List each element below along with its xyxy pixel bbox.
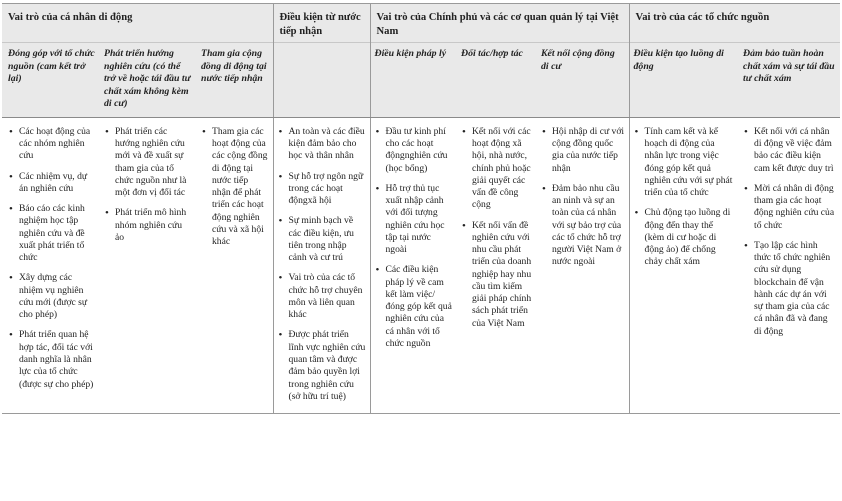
bullet-list	[201, 126, 269, 249]
bullet-item: • Tạo lập các hình thức tổ chức nghiên cứu sử dụng blockchain để vận hành các dự án với sự tham gia của các cá nhân đã và đang di động	[743, 240, 836, 338]
group-header-individual: Vai trò của cá nhân di động	[2, 4, 273, 43]
bullet-list	[104, 126, 193, 244]
group-header-source-org: Vai trò của các tổ chức nguồn	[629, 4, 840, 43]
subheader-cell	[273, 43, 370, 118]
content-cell	[197, 117, 273, 413]
bullet-item: • Phát triển mô hình nhóm nghiên cứu ảo	[104, 207, 193, 244]
policy-table	[2, 3, 840, 414]
subheader-cell: Kết nối cộng đồng di cư	[537, 43, 629, 118]
bullet-item: • Tham gia các hoạt động của các cộng đồng di động tại nước tiếp nhận để phát triển các hoạt động nghiên cứu và xã hội khác	[201, 126, 269, 249]
bullet-item: • Các điều kiện pháp lý về cam kết làm việc/ đóng góp kết quả nghiên cứu của cá nhân với tổ chức nguồn	[375, 264, 454, 350]
bullet-item: • Tính cam kết và kế hoạch di động của nhân lực trong việc đóng góp kết quả nghiên cứu với sự phát triển của tổ chức	[634, 126, 736, 200]
bullet-list	[375, 126, 454, 351]
bullet-list	[541, 126, 625, 269]
bullet-item: • Xây dựng các nhiệm vụ nghiên cứu mới (được sự cho phép)	[8, 272, 96, 321]
bullet-list	[8, 126, 96, 391]
bullet-item: • Hội nhập di cư với cộng đồng quốc gia của nước tiếp nhận	[541, 126, 625, 175]
bullet-item: • Đảm bảo nhu cầu an ninh và sự an toàn của cá nhân với sự bảo trợ của các tổ chức hỗ trợ người Việt Nam ở nước ngoài	[541, 183, 625, 269]
bullet-item: • Báo cáo các kinh nghiệm học tập nghiên cứu và đề xuất phát triển tổ chức	[8, 203, 96, 264]
bullet-item: • Kết nối với cá nhân di động về việc đảm bảo các điều kiện cam kết được duy trì	[743, 126, 836, 175]
group-header-row	[2, 4, 840, 43]
bullet-item: • An toàn và các điều kiện đảm bảo cho học và thân nhân	[278, 126, 366, 163]
bullet-list	[461, 126, 533, 330]
content-cell	[739, 117, 840, 413]
subheader-cell: Tham gia cộng đồng di động tại nước tiếp nhận	[197, 43, 273, 118]
bullet-item: • Đầu tư kinh phí cho các hoạt độngnghiên cứu (học bổng)	[375, 126, 454, 175]
bullet-item: • Vai trò của các tổ chức hỗ trợ chuyên môn và liên quan khác	[278, 272, 366, 321]
sub-header-row	[2, 43, 840, 118]
content-cell	[457, 117, 537, 413]
bullet-item: • Mời cá nhân di động tham gia các hoạt động nghiên cứu của tổ chức	[743, 183, 836, 232]
bullet-item: • Kết nối vấn đề nghiên cứu với nhu cầu phát triển của doanh nghiệp hay nhu cầu tìm kiếm giải pháp chính sách phát triển của Việt Nam	[461, 220, 533, 330]
bullet-list	[634, 126, 736, 269]
bullet-item: • Phát triển quan hệ hợp tác, đối tác với danh nghĩa là nhân lực của tổ chức (được sự cho phép)	[8, 329, 96, 390]
subheader-cell: Đối tác/hợp tác	[457, 43, 537, 118]
bullet-item: • Sự minh bạch về các điều kiện, ưu tiên trong nhập cảnh và cư trú	[278, 215, 366, 264]
content-cell	[100, 117, 197, 413]
content-cell	[629, 117, 739, 413]
bullet-item: • Sự hỗ trợ ngôn ngữ trong các hoạt độngxã hội	[278, 171, 366, 208]
bullet-item: • Chủ động tạo luồng di động đến thay thế (kèm di cư hoặc di động ảo) để chống chảy chất xám	[634, 207, 736, 268]
content-cell	[273, 117, 370, 413]
group-header-host-country: Điều kiện từ nước tiếp nhận	[273, 4, 370, 43]
bullet-item: • Hỗ trợ thủ tục xuất nhập cảnh với đối tượng nghiên cứu học tập tại nước ngoài	[375, 183, 454, 257]
bullet-item: • Kết nối với các hoạt động xã hội, nhà nước, chính phủ hoặc giải quyết các vấn đề công cộng	[461, 126, 533, 212]
subheader-cell: Đóng góp với tổ chức nguồn (cam kết trở lại)	[2, 43, 100, 118]
bullet-item: • Phát triển các hướng nghiên cứu mới và đề xuất sự tham gia của tổ chức nguồn như là một đơn vị đối tác	[104, 126, 193, 200]
subheader-cell: Điều kiện pháp lý	[370, 43, 457, 118]
subheader-cell: Đảm bảo tuần hoàn chất xám và sự tái đầu tư chất xám	[739, 43, 840, 118]
bullet-item: • Được phát triển lĩnh vực nghiên cứu quan tâm và được đảm bảo quyền lợi trong nghiên cứu (sở hữu trí tuệ)	[278, 329, 366, 403]
content-cell	[370, 117, 457, 413]
bullet-list	[743, 126, 836, 338]
subheader-cell: Điều kiện tạo luồng di động	[629, 43, 739, 118]
bullet-item: • Các nhiệm vụ, dự án nghiên cứu	[8, 171, 96, 196]
bullet-list	[278, 126, 366, 403]
group-header-government: Vai trò của Chính phủ và các cơ quan quản lý tại Việt Nam	[370, 4, 629, 43]
subheader-cell: Phát triển hướng nghiên cứu (có thể trở về hoặc tái đầu tư chất xám không kèm di cư)	[100, 43, 197, 118]
content-cell	[2, 117, 100, 413]
bullet-item: • Các hoạt động của các nhóm nghiên cứu	[8, 126, 96, 163]
content-cell	[537, 117, 629, 413]
content-row	[2, 117, 840, 413]
